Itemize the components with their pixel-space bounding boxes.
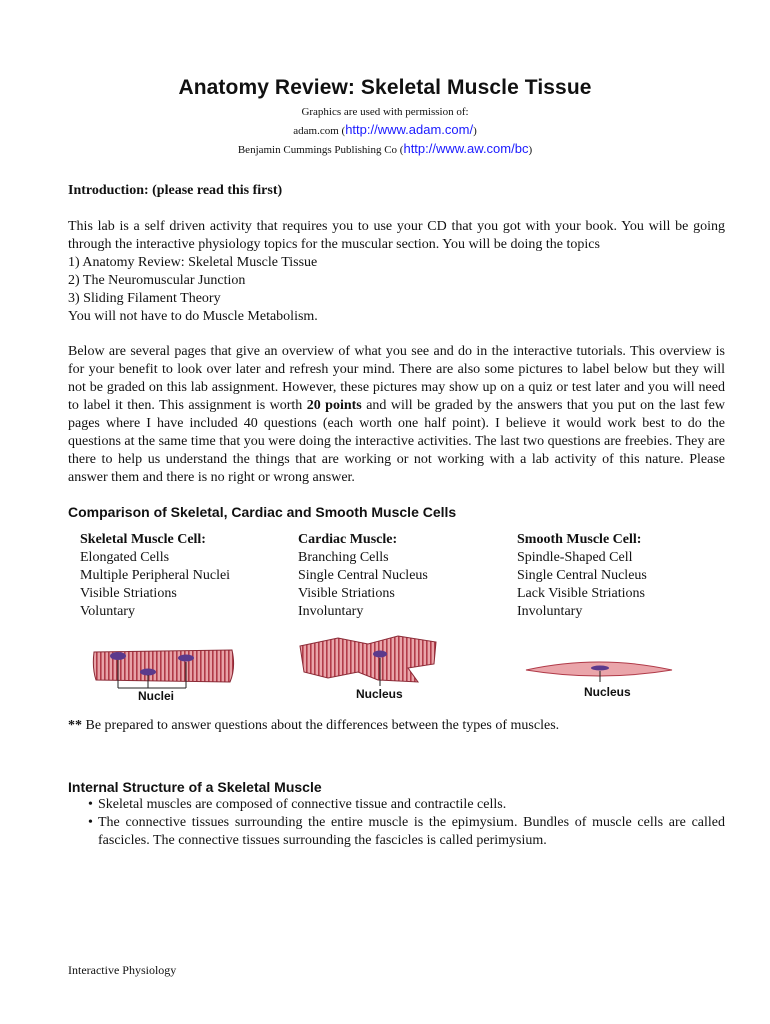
smooth-column: [517, 531, 647, 621]
cardiac-cell-illustration: [298, 632, 440, 704]
cardiac-item-4: Involuntary: [298, 604, 364, 619]
smooth-item-4: Involuntary: [517, 604, 583, 619]
bullet-item: • Skeletal muscles are composed of connective tissue and contractile cells.: [68, 796, 725, 814]
intro-no-metabolism: You will not have to do Muscle Metabolism.: [68, 309, 318, 324]
skeletal-cell-illustration: [88, 638, 238, 704]
smooth-item-2: Single Central Nucleus: [517, 568, 647, 583]
intro-paragraph-1: This lab is a self driven activity that requires you to use your CD that you got with your book. You will be going through the interactive physiology topics for the muscular section. You will be doing the topics: [68, 219, 725, 252]
credits-block: [0, 103, 770, 159]
cardiac-column-title: Cardiac Muscle:: [298, 532, 398, 547]
comparison-heading: Comparison of Skeletal, Cardiac and Smooth Muscle Cells: [68, 504, 457, 520]
bullet-item: • The connective tissues surrounding the entire muscle is the epimysium. Bundles of muscle cells are called fascicles. The connective tissues surrounding the fascicles is called perimysium.: [88, 815, 725, 848]
skeletal-column: [80, 531, 230, 621]
nucleus-shape: [591, 666, 609, 671]
internal-structure-bullets: [68, 796, 725, 850]
cardiac-item-1: Branching Cells: [298, 550, 389, 565]
credit-line-3-suffix: ): [528, 144, 533, 156]
adam-link[interactable]: http://www.adam.com/: [345, 122, 474, 137]
smooth-column-title: Smooth Muscle Cell:: [517, 532, 642, 547]
intro-para2-part-a: Below are several pages that give an overview of what you see and do in the interactive tutorials. This overview is for your benefit to look over later and refresh your mind. There are also some pictures to label below but they will not be graded on this lab assignment. However, these pictures may show up on a quiz or test later and you will need to label it then. This assignment is worth: [68, 344, 725, 413]
cardiac-item-2: Single Central Nucleus: [298, 568, 428, 583]
cardiac-column: [298, 531, 428, 621]
nucleus-shape: [178, 655, 194, 662]
nucleus-shape: [140, 669, 156, 676]
smooth-item-1: Spindle-Shaped Cell: [517, 550, 633, 565]
intro-list-item-3: 3) Sliding Filament Theory: [68, 291, 221, 306]
note-stars: **: [68, 718, 82, 733]
intro-list-item-1: 1) Anatomy Review: Skeletal Muscle Tissue: [68, 255, 318, 270]
credit-line-3-prefix: Benjamin Cummings Publishing Co (: [237, 144, 404, 156]
credit-line-2-prefix: adam.com (: [293, 125, 346, 137]
internal-structure-heading: Internal Structure of a Skeletal Muscle: [68, 779, 322, 795]
cardiac-image-label: Nucleus: [356, 687, 403, 701]
skeletal-item-4: Voluntary: [80, 604, 135, 619]
intro-list-item-2: 2) The Neuromuscular Junction: [68, 273, 246, 288]
aw-link[interactable]: http://www.aw.com/bc: [403, 141, 529, 156]
intro-heading: Introduction: (please read this first): [68, 183, 283, 198]
credit-line-1: Graphics are used with permission of:: [301, 106, 469, 118]
smooth-item-3: Lack Visible Striations: [517, 586, 645, 601]
skeletal-item-2: Multiple Peripheral Nuclei: [80, 568, 231, 583]
bullet-text: Skeletal muscles are composed of connective tissue and contractile cells.: [98, 797, 507, 812]
skeletal-image-label: Nuclei: [138, 689, 175, 703]
credit-line-3: [0, 140, 770, 159]
intro-section: [68, 218, 725, 326]
points-value: 20 points: [306, 398, 362, 413]
nucleus-shape: [110, 652, 126, 660]
page-title: Anatomy Review: Skeletal Muscle Tissue: [178, 76, 592, 99]
skeletal-column-title: Skeletal Muscle Cell:: [80, 532, 206, 547]
page-footer: Interactive Physiology: [68, 963, 177, 977]
smooth-cell-illustration: [524, 652, 674, 702]
cardiac-item-3: Visible Striations: [298, 586, 395, 601]
credit-line-2: [0, 121, 770, 140]
credit-line-2-suffix: ): [473, 125, 477, 137]
bullet-text: The connective tissues surrounding the entire muscle is the epimysium. Bundles of muscle cells are called fascicles. The connective tissues surrounding the fascicles is called perimysium.: [98, 815, 725, 848]
intro-paragraph-2: [68, 343, 725, 487]
skeletal-item-1: Elongated Cells: [80, 550, 170, 565]
smooth-image-label: Nucleus: [584, 685, 631, 699]
comparison-note: [68, 717, 725, 735]
skeletal-item-3: Visible Striations: [80, 586, 177, 601]
note-text: Be prepared to answer questions about the differences between the types of muscles.: [82, 718, 560, 733]
intro-para2-part-b: and will be graded by the answers that you put on the last few pages where I have included 40 questions (each worth one half point). I believe it would work best to do the questions at the same time that you were doing the interactive activities. The last two questions are freebies. They are there to help us understand the things that are working or not working with a lab activity of this nature. Please answer them and there is no right or wrong answer.: [68, 398, 726, 485]
nucleus-shape: [373, 651, 387, 658]
